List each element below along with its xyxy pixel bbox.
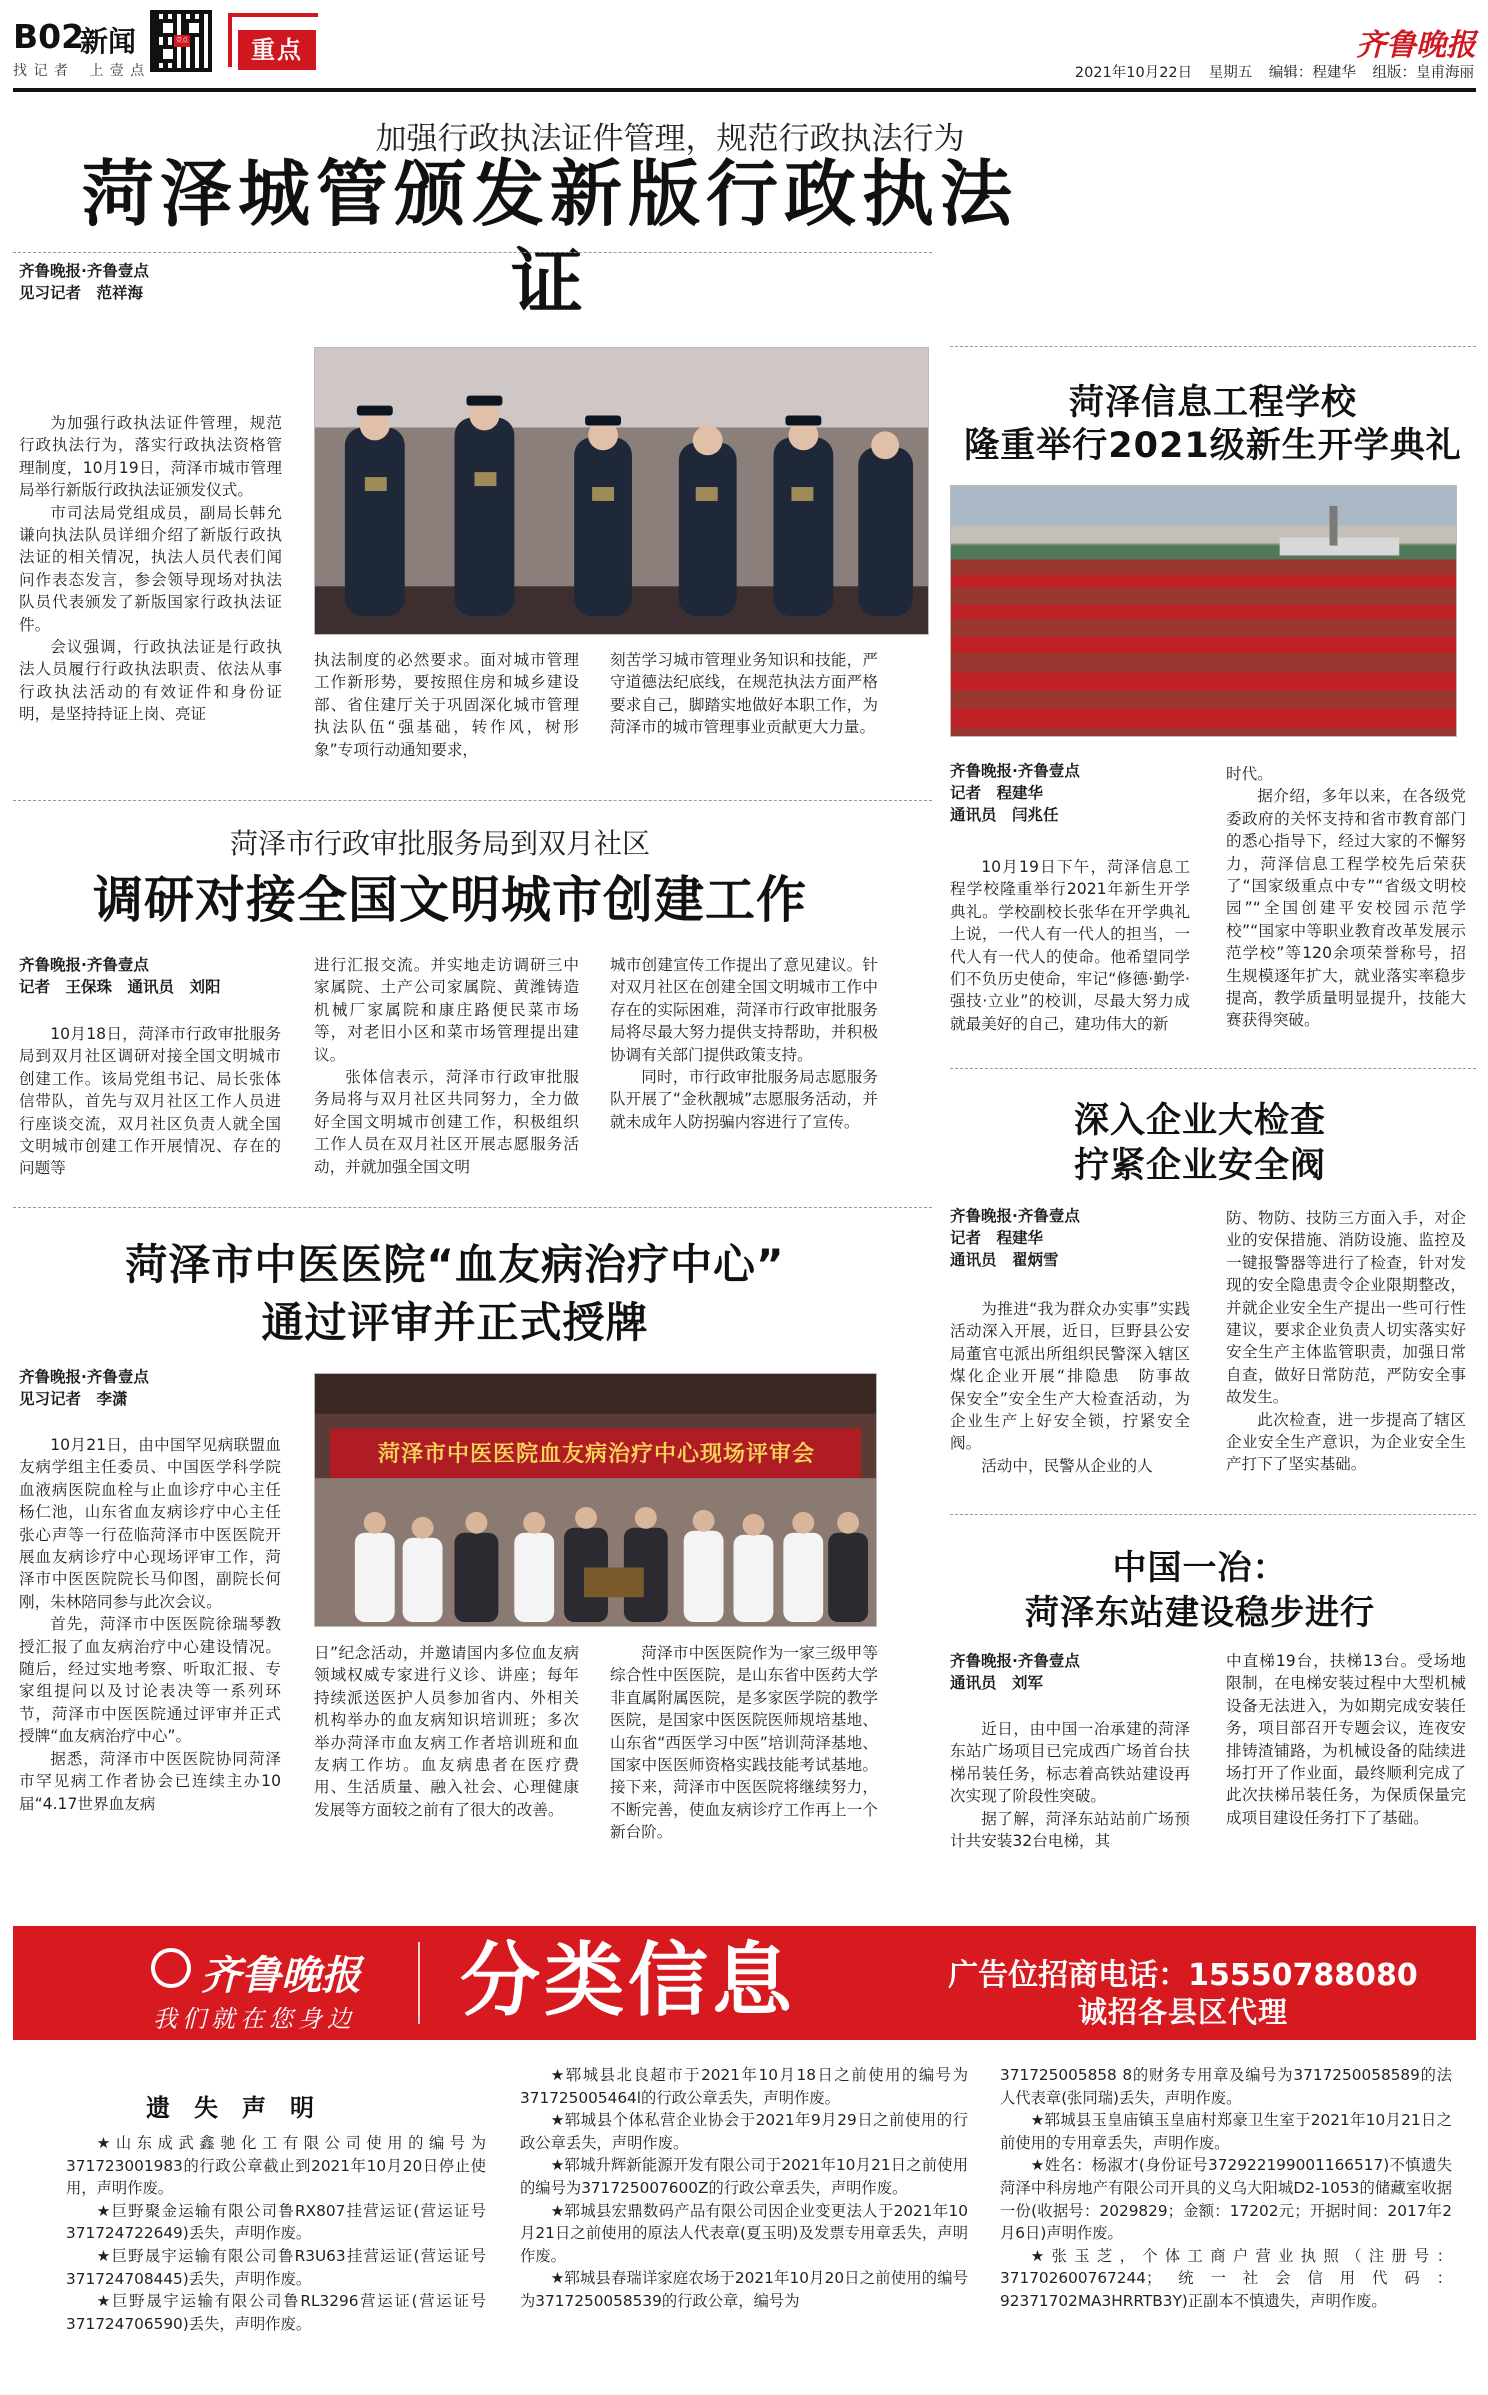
byline-reporter: 记者 程建华 (950, 1229, 1044, 1247)
hospital-col3 (610, 1642, 878, 1844)
rule (13, 800, 932, 801)
paragraph: 为推进“我为群众办实事”实践活动深入开展，近日，巨野县公安局董官屯派出所组织民警深入辖区煤化企业开展“排隐患 防事故 保安全”安全生产大检查活动，为企业生产上好安全锁，拧紧安全阀。 (950, 1300, 1206, 1453)
header-meta (1075, 61, 1474, 82)
notice-item: ★山东成武鑫驰化工有限公司使用的编号为371723001983的行政公章截止到2021年10月20日停止使用，声明作废。 (66, 2134, 486, 2198)
rail-col2 (1226, 1650, 1466, 1829)
paragraph: 首先，菏泽市中医医院徐瑞琴教授汇报了血友病治疗中心建设情况。随后，经过实地考察、听取汇报、专家组提问以及讨论表决等一系列环节，菏泽市中医医院通过评审并正式授牌“血友病治疗中心”。 (19, 1615, 281, 1746)
approval-headline: 调研对接全国文明城市创建工作 (93, 871, 807, 929)
rail-headline-1: 中国一冶： (1112, 1548, 1288, 1588)
hospital-byline (19, 1366, 289, 1410)
safety-headline-1: 深入企业大检查 (1073, 1101, 1326, 1141)
qr-code[interactable] (150, 10, 212, 72)
school-photo (950, 485, 1457, 737)
byline-reporter: 记者 程建华 (950, 784, 1044, 802)
notice-item: ★郓城升辉新能源开发有限公司于2021年10月21日之前使用的编号为371725007600Z的行政公章丢失，声明作废。 (520, 2156, 968, 2197)
paragraph: 中直梯19台，扶梯13台。受场地限制，在电梯安装过程中大型机械设备无法进入，为如期完成安装任务，项目部召开专题会议，连夜安排铸渣铺路，为机械设备的陆续进场打开了作业面，最终顺利完成了此次扶梯吊装任务，为保质保量完成项目建设任务打下了基础。 (1226, 1652, 1466, 1827)
paragraph: 刻苦学习城市管理业务知识和技能，严守道德法纪底线，在规范执法方面严格要求自己，脚踏实地做好本职工作，为菏泽市的城市管理事业贡献更大力量。 (610, 651, 878, 737)
rail-byline (950, 1650, 1190, 1694)
paragraph: 10月19日下午，菏泽信息工程学校隆重举行2021年新生开学典礼。学校副校长张华在开学典礼上说，一代人有一代人的担当，一代人有一代人的使命。他希望同学们不负历史使命，牢记“修德·勤学·强技·立业”的校训，尽最大努力成就最美好的自己，建功伟大的新 (950, 858, 1190, 1033)
notice-item: ★张玉芝，个体工商户营业执照（注册号：371702600767244；统一社会信用代码：92371702MA3HRRTB3Y)正副本不慎遗失，声明作废。 (1000, 2246, 1452, 2310)
lead-col3 (610, 649, 878, 739)
designer: 组版：皇甫海丽 (1372, 65, 1474, 81)
issue-date: 2021年10月22日 (1074, 65, 1193, 81)
paragraph: 进行汇报交流。并实地走访调研三中家属院、土产公司家属院、黄潍铸造机械厂家属院和康庄路便民菜市场等，对老旧小区和菜市场管理提出建议。 (314, 956, 579, 1064)
ad-divider (418, 1942, 420, 2024)
lead-headline: 菏泽城管颁发新版行政执法证 (81, 152, 1018, 324)
notice-item: ★郓城县个体私营企业协会于2021年9月29日之前使用的行政公章丢失，声明作废。 (520, 2111, 968, 2152)
school-col1 (950, 856, 1190, 1035)
notice-item: ★郓城县宏鼎数码产品有限公司因企业变更法人于2021年10月21日之前使用的原法人代表章(夏玉明)及发票专用章丢失，声明作废。 (520, 2201, 968, 2265)
rule (13, 1207, 932, 1208)
hospital-photo (314, 1373, 877, 1627)
paragraph: 防、物防、技防三方面入手，对企业的安保措施、消防设施、监控及一键报警器等进行了检查，针对发现的安全隐患责令企业限期整改，并就企业安全生产提出一些可行性建议，要求企业负责人切实落实好安全生产主体监管职责，加强日常自查，做好日常防范，严防安全事故发生。 (1226, 1209, 1466, 1407)
paragraph: 10月18日，菏泽市行政审批服务局到双月社区调研对接全国文明城市创建工作。该局党组书记、局长张体信带队，首先与双月社区工作人员进行座谈交流，双月社区负责人就全国文明城市创建工作开展情况、存在的问题等 (19, 1025, 281, 1178)
paragraph: 10月21日，由中国罕见病联盟血友病学组主任委员、中国医学科学院血液病医院血栓与止血诊疗中心主任杨仁池，山东省血友病诊疗中心主任张心声等一行莅临菏泽市中医医院开展血友病诊疗中心现场评审工作，菏泽市中医医院院长马仰图，副院长何刚，朱林陪同参与此次会议。 (19, 1436, 281, 1611)
byline-outlet: 齐鲁晚报·齐鲁壹点 (19, 956, 149, 974)
lead-photo (314, 347, 929, 635)
rail-headline-2: 菏泽东站建设稳步进行 (1025, 1593, 1375, 1633)
approval-col2 (314, 954, 579, 1178)
hospital-headline-2: 通过评审并正式授牌 (261, 1298, 649, 1347)
byline-correspondent: 通讯员 闫兆任 (950, 806, 1059, 824)
notice-title: 遗 失 声 明 (146, 2094, 314, 2122)
paragraph: 同时，市行政审批服务局志愿服务队开展了“金秋靓城”志愿服务活动，并就未成年人防拐骗内容进行了宣传。 (610, 1068, 878, 1131)
paragraph: 据介绍，多年以来，在各级党委政府的关怀支持和省市教育部门的悉心指导下，经过大家的不懈努力，菏泽信息工程学校先后荣获了“国家级重点中专”“省级文明校园”“全国创建平安校园示范学校”“国家中等职业教育改革发展示范学校”等120余项荣誉称号，招生规模逐年扩大，就业落实率稳步提高，教学质量明显提升，技能大赛获得突破。 (1226, 787, 1466, 1030)
notice-item: 371725005858 8的财务专用章及编号为3717250058589的法人代表章(张同瑞)丢失，声明作废。 (1000, 2066, 1452, 2107)
lead-kicker: 加强行政执法证件管理，规范行政执法行为 (375, 121, 965, 157)
masthead-logo: 齐鲁晚报 (1356, 28, 1476, 63)
ad-slogan: 我们就在您身边 (153, 2005, 356, 2033)
hospital-col1 (19, 1434, 281, 1815)
byline-correspondent: 通讯员 翟炳雪 (950, 1251, 1059, 1269)
paragraph: 此次检查，进一步提高了辖区企业安全生产意识，为企业安全生产打下了坚实基础。 (1226, 1410, 1466, 1474)
ad-agents: 诚招各县区代理 (1077, 1995, 1288, 2029)
rule (950, 1514, 1476, 1515)
header-rule (13, 88, 1476, 92)
safety-col2 (1226, 1207, 1466, 1476)
section-name: 新闻 (80, 25, 137, 58)
paragraph: 城市创建宣传工作提出了意见建议。针对双月社区在创建全国文明城市工作中存在的实际困难，菏泽市行政审批服务局将尽最大努力提供支持帮助，并积极协调有关部门提供政策支持。 (610, 956, 878, 1064)
notice-item: ★巨野聚金运输有限公司鲁RX807挂营运证(营运证号371724722649)丢失，声明作废。 (66, 2201, 486, 2243)
rail-col1 (950, 1718, 1190, 1852)
notice-item: ★巨野晟宇运输有限公司鲁RL3296营运证(营运证号371724706590)丢失，声明作废。 (66, 2292, 486, 2333)
byline-correspondent: 通讯员 刘军 (950, 1674, 1044, 1692)
notice-col2 (520, 2064, 968, 2313)
paragraph: 据了解，菏泽东站站前广场预计共安装32台电梯，其 (950, 1809, 1190, 1851)
ad-logo-icon (151, 1948, 191, 1988)
school-byline (950, 760, 1210, 826)
school-headline-2: 隆重举行2021级新生开学典礼 (964, 426, 1462, 466)
notice-col3 (1000, 2064, 1452, 2313)
ad-title: 分类信息 (460, 1934, 796, 2027)
paragraph: 市司法局党组成员，副局长韩允谦向执法队员详细介绍了新版行政执法证的相关情况，执法人员代表们闻问作表态发言，参会领导现场对执法队员代表颁发了新版国家行政执法证件。 (19, 503, 282, 634)
notice-item: ★郓城县玉皇庙镇玉皇庙村郑豪卫生室于2021年10月21日之前使用的专用章丢失，声明作废。 (1000, 2111, 1452, 2152)
notice-col1 (66, 2132, 486, 2335)
notice-item: ★巨野晟宇运输有限公司鲁R3U63挂营运证(营运证号371724708445)丢失，声明作废。 (66, 2246, 486, 2288)
notice-item: ★郓城县北良超市于2021年10月18日之前使用的编号为371725005464l的行政公章丢失，声明作废。 (520, 2066, 968, 2107)
page-number: B02 (13, 17, 85, 56)
paragraph: 活动中，民警从企业的人 (981, 1456, 1153, 1475)
byline-outlet: 齐鲁晚报·齐鲁壹点 (19, 1368, 149, 1386)
paragraph: 菏泽市中医医院作为一家三级甲等综合性中医医院，是山东省中医药大学非直属附属医院，是多家医学院的教学医院，是国家中医医院医师规培基地、山东省“西医学习中医”培训菏泽基地、国家中医医师资格实践技能考试基地。接下来，菏泽市中医医院将继续努力，不断完善，使血友病诊疗工作再上一个新台阶。 (610, 1644, 878, 1842)
paragraph: 会议强调，行政执法证是行政执法人员履行行政执法职责、依法从事行政执法活动的有效证件和身份证明，是坚持持证上岗、亮证 (19, 638, 282, 724)
hospital-col2 (314, 1642, 579, 1821)
lead-byline (19, 260, 289, 304)
byline-reporter: 记者 王保珠 通讯员 刘阳 (19, 978, 221, 996)
lead-col1 (19, 412, 282, 726)
hospital-headline-1: 菏泽市中医医院“血友病治疗中心” (125, 1240, 785, 1289)
paragraph: 张体信表示，菏泽市行政审批服务局将与双月社区共同努力，全力做好全国文明城市创建工作，积极组织工作人员在双月社区开展志愿服务活动，并就加强全国文明 (314, 1068, 579, 1176)
safety-byline (950, 1205, 1190, 1271)
editor: 编辑：程建华 (1268, 65, 1356, 81)
lead-col2 (314, 649, 579, 761)
ad-logo: 齐鲁晚报 (201, 1952, 361, 1999)
ad-phone[interactable]: 广告位招商电话：15550788080 (948, 1958, 1418, 1993)
paragraph: 时代。 (1226, 765, 1273, 783)
paragraph: 为加强行政执法证件管理，规范行政执法行为，落实行政执法资格管理制度，10月19日，菏泽市城市管理局举行新版行政执法证颁发仪式。 (19, 414, 282, 500)
byline-outlet: 齐鲁晚报·齐鲁壹点 (950, 762, 1080, 780)
school-headline-1: 菏泽信息工程学校 (1068, 383, 1357, 423)
approval-byline (19, 954, 309, 998)
header-tagline: 找 记 者 上 壹 点 (13, 63, 146, 79)
rule (950, 1068, 1476, 1069)
ad-banner (13, 1926, 1476, 2040)
paragraph: 日”纪念活动，并邀请国内多位血友病领域权威专家进行义诊、讲座；每年持续派送医护人员参加省内、外相关机构举办的血友病知识培训班；多次举办菏泽市血友病工作者培训班和血友病工作坊。血友病患者在医疗费用、生活质量、融入社会、心理健康发展等方面较之前有了很大的改善。 (314, 1644, 579, 1819)
qr-center-logo: 壹点 (174, 35, 190, 47)
approval-kicker: 菏泽市行政审批服务局到双月社区 (229, 827, 650, 860)
issue-weekday: 星期五 (1208, 65, 1253, 81)
rule (13, 252, 932, 253)
byline-outlet: 齐鲁晚报·齐鲁壹点 (950, 1207, 1080, 1225)
paragraph: 执法制度的必然要求。面对城市管理工作新形势，要按照住房和城乡建设部、省住建厅关于巩固深化城市管理执法队伍“强基础，转作风，树形象”专项行动通知要求， (314, 651, 579, 759)
notice-item: ★郓城县春瑞详家庭农场于2021年10月20日之前使用的编号为3717250058539的行政公章，编号为 (520, 2269, 968, 2310)
byline-reporter: 见习记者 范祥海 (19, 284, 144, 302)
safety-headline-2: 拧紧企业安全阀 (1073, 1146, 1326, 1186)
rule (950, 346, 1476, 347)
approval-col1 (19, 1023, 281, 1180)
photo-banner-text: 菏泽市中医医院血友病治疗中心现场评审会 (377, 1442, 815, 1467)
safety-col1 (950, 1298, 1206, 1477)
paragraph: 据悉，菏泽市中医医院协同菏泽市罕见病工作者协会已连续主办10届“4.17世界血友病 (19, 1749, 281, 1813)
school-col2 (1226, 763, 1466, 1032)
notice-item: ★姓名：杨淑才(身份证号372922199001166517)不慎遗失菏泽中科房地产有限公司开具的义乌大阳城D2-1053的储藏室收据一份(收据号：2029829；金额：17202元；开据时间：2017年2月6日)声明作废。 (1000, 2156, 1452, 2243)
approval-col3 (610, 954, 878, 1133)
column-tab: 重点 (238, 30, 316, 70)
byline-reporter: 见习记者 李潇 (19, 1390, 128, 1408)
paragraph: 近日，由中国一冶承建的菏泽东站广场项目已完成西广场首台扶梯吊装任务，标志着高铁站建设再次实现了阶段性突破。 (950, 1720, 1190, 1806)
byline-outlet: 齐鲁晚报·齐鲁壹点 (950, 1652, 1080, 1670)
byline-outlet: 齐鲁晚报·齐鲁壹点 (19, 262, 149, 280)
